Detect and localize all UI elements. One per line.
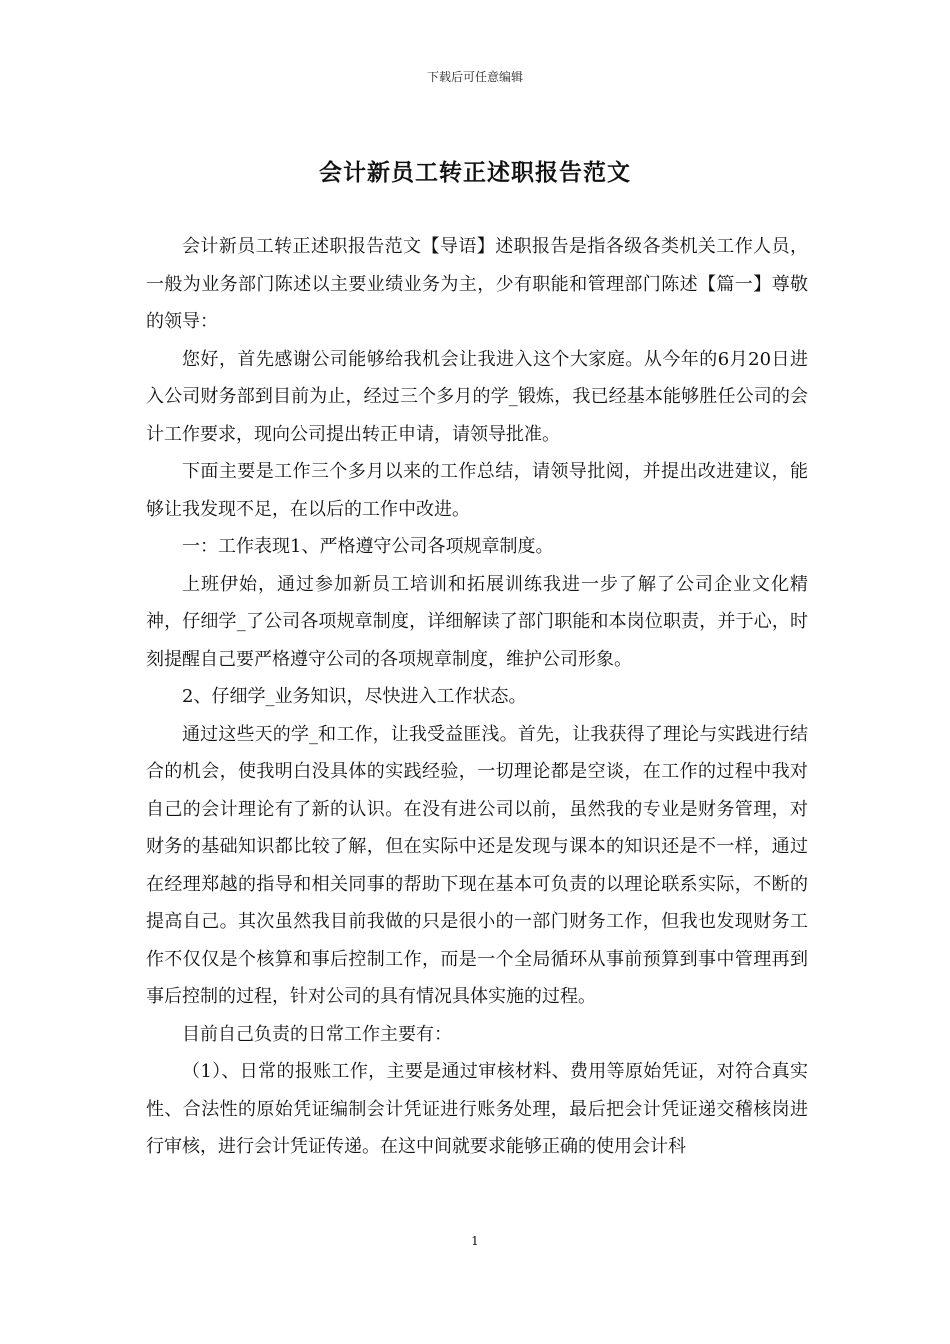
paragraph: 会计新员工转正述职报告范文【导语】述职报告是指各级各类机关工作人员，一般为业务部门陈述以主要业绩业务为主，少有职能和管理部门陈述【篇一】尊敬的领导：: [146, 236, 808, 332]
paragraph: 目前自己负责的日常工作主要有：: [182, 1023, 452, 1045]
paragraph: 上班伊始，通过参加新员工培训和拓展训练我进一步了解了公司企业文化精神，仔细学_了公司各项规章制度，详细解读了部门职能和本岗位职责，并于心，时刻提醒自己要严格遵守公司的各项规章制度，维护公司形象。: [146, 573, 808, 670]
paragraph: （1）、日常的报账工作，主要是通过审核材料、费用等原始凭证，对符合真实性、合法性的原始凭证编制会计凭证进行账务处理，最后把会计凭证递交稽核岗进行审核，进行会计凭证传递。在这中间就要求能够正确的使用会计科: [146, 1061, 808, 1157]
paragraph: 一：工作表现1、严格遵守公司各项规章制度。: [182, 536, 554, 557]
paragraph: 您好，首先感谢公司能够给我机会让我进入这个大家庭。从今年的6月20日进入公司财务部到目前为止，经过三个多月的学_锻炼，我已经基本能够胜任公司的会计工作要求，现向公司提出转正申请，请领导批准。: [146, 348, 808, 445]
paragraph: 下面主要是工作三个多月以来的工作总结，请领导批阅，并提出改进建议，能够让我发现不足，在以后的工作中改进。: [146, 461, 808, 520]
document-body: [146, 228, 808, 1166]
paragraph: 2、仔细学_业务知识，尽快进入工作状态。: [182, 686, 527, 707]
header-note: 下载后可任意编辑: [426, 70, 523, 84]
page-title: 会计新员工转正述职报告范文: [319, 159, 631, 186]
page-number: 1: [471, 1234, 479, 1248]
paragraph: 通过这些天的学_和工作，让我受益匪浅。首先，让我获得了理论与实践进行结合的机会，使我明白没具体的实践经验，一切理论都是空谈，在工作的过程中我对自己的会计理论有了新的认识。在没有进公司以前，虽然我的专业是财务管理，对财务的基础知识都比较了解，但在实际中还是发现与课本的知识还是不一样，通过在经理郑越的指导和相关同事的帮助下现在基本可负责的以理论联系实际，不断的提高自己。其次虽然我目前我做的只是很小的一部门财务工作，但我也发现财务工作不仅仅是个核算和事后控制工作，而是一个全局循环从事前预算到事中管理再到事后控制的过程，针对公司的具有情况具体实施的过程。: [146, 723, 808, 1007]
